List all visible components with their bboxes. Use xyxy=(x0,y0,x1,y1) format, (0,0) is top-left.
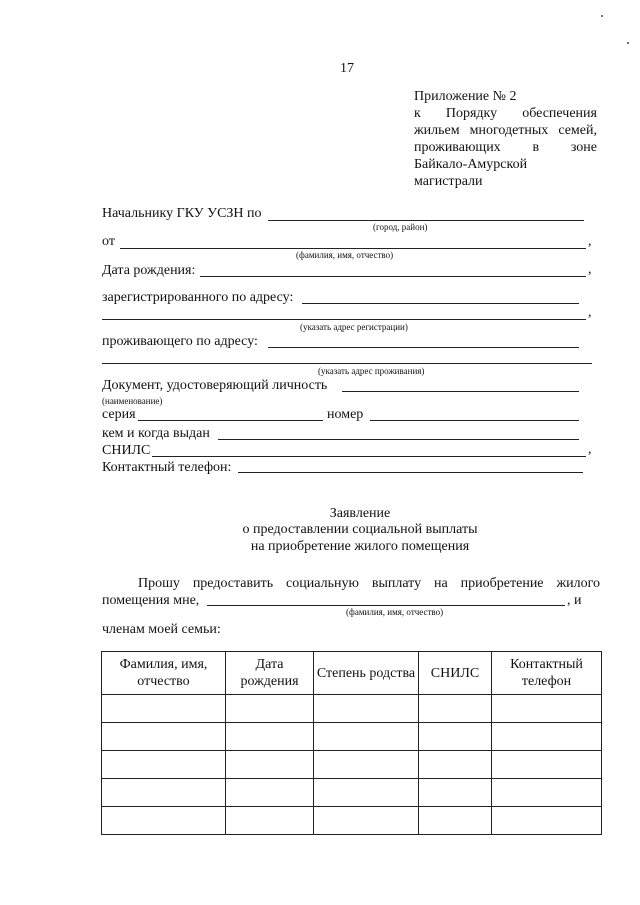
table-row xyxy=(102,751,602,779)
col-header-name: Фамилия, имя, отчество xyxy=(102,652,226,695)
col-header-relation: Степень родства xyxy=(314,652,419,695)
series-label: серия xyxy=(102,407,136,422)
statement-subtitle-1: о предоставлении социальной выплаты xyxy=(242,522,478,537)
table-cell[interactable] xyxy=(226,695,314,723)
appendix-word: в xyxy=(532,140,540,155)
appendix-line-4: Байкало-Амурской xyxy=(414,157,528,172)
table-cell[interactable] xyxy=(314,751,419,779)
scan-speck xyxy=(627,42,629,44)
appendix-word: к xyxy=(414,106,421,121)
from-label: от xyxy=(102,234,115,249)
request-line-2-end: , и xyxy=(567,593,582,608)
applicant-name-field[interactable] xyxy=(207,605,565,606)
table-cell[interactable] xyxy=(102,807,226,835)
col-header-snils: СНИЛС xyxy=(419,652,492,695)
table-row xyxy=(102,807,602,835)
doc-label: Документ, удостоверяющий личность xyxy=(102,378,328,393)
appendix-line-2 xyxy=(414,123,597,139)
doc-field[interactable] xyxy=(342,391,579,392)
to-field[interactable] xyxy=(268,220,584,221)
from-field[interactable] xyxy=(120,248,586,249)
table-cell[interactable] xyxy=(492,723,602,751)
table-cell[interactable] xyxy=(419,751,492,779)
request-line: Прошу предоставить социальную выплату на приобретение жилого xyxy=(138,576,600,591)
comma: , xyxy=(588,305,592,320)
table-cell[interactable] xyxy=(102,723,226,751)
family-label: членам моей семьи: xyxy=(102,622,221,637)
appendix-word: зоне xyxy=(570,140,597,155)
to-hint: (город, район) xyxy=(373,222,428,232)
page-number: 17 xyxy=(340,61,354,76)
table-cell[interactable] xyxy=(419,779,492,807)
table-cell[interactable] xyxy=(419,807,492,835)
table-cell[interactable] xyxy=(492,751,602,779)
table-cell[interactable] xyxy=(314,779,419,807)
reg-field[interactable] xyxy=(302,303,579,304)
number-field[interactable] xyxy=(370,420,579,421)
table-cell[interactable] xyxy=(419,695,492,723)
table-cell[interactable] xyxy=(314,807,419,835)
live-field-2[interactable] xyxy=(102,363,592,364)
birth-label: Дата рождения: xyxy=(102,263,196,278)
table-cell[interactable] xyxy=(226,751,314,779)
table-cell[interactable] xyxy=(492,807,602,835)
table-cell[interactable] xyxy=(314,695,419,723)
appendix-line-3 xyxy=(414,140,597,156)
snils-field[interactable] xyxy=(152,456,586,457)
statement-subtitle-2: на приобретение жилого помещения xyxy=(250,539,470,554)
from-hint: (фамилия, имя, отчество) xyxy=(296,250,394,260)
table-header-row xyxy=(102,652,602,695)
col-header-birthdate: Дата рождения xyxy=(226,652,314,695)
appendix-word: обеспечения xyxy=(522,106,597,121)
reg-label: зарегистрированного по адресу: xyxy=(102,290,294,305)
table-row xyxy=(102,779,602,807)
statement-title: Заявление xyxy=(329,506,391,521)
reg-hint: (указать адрес регистрации) xyxy=(300,322,408,332)
appendix-title: Приложение № 2 xyxy=(414,89,517,104)
to-label: Начальнику ГКУ УСЗН по xyxy=(102,206,262,221)
table-cell[interactable] xyxy=(492,779,602,807)
table-cell[interactable] xyxy=(226,723,314,751)
appendix-word: семей, xyxy=(558,123,597,138)
comma: , xyxy=(588,442,592,457)
phone-label: Контактный телефон: xyxy=(102,460,232,475)
snils-label: СНИЛС xyxy=(102,443,151,458)
table-row xyxy=(102,695,602,723)
table-cell[interactable] xyxy=(102,779,226,807)
table-cell[interactable] xyxy=(226,779,314,807)
live-hint: (указать адрес проживания) xyxy=(318,366,425,376)
appendix-line-5: магистрали xyxy=(414,174,483,189)
table-row xyxy=(102,723,602,751)
table-cell[interactable] xyxy=(102,751,226,779)
live-field[interactable] xyxy=(268,347,579,348)
appendix-word: жильем xyxy=(414,123,460,138)
request-line-2-start: помещения мне, xyxy=(102,593,200,608)
phone-field[interactable] xyxy=(238,472,583,473)
table-cell[interactable] xyxy=(102,695,226,723)
comma: , xyxy=(588,262,592,277)
comma: , xyxy=(588,234,592,249)
table-cell[interactable] xyxy=(419,723,492,751)
appendix-word: проживающих xyxy=(414,140,501,155)
birth-field[interactable] xyxy=(200,276,586,277)
scan-speck xyxy=(601,15,603,17)
series-field[interactable] xyxy=(138,420,323,421)
reg-field-2[interactable] xyxy=(102,319,586,320)
appendix-word: многодетных xyxy=(469,123,549,138)
name-hint: (фамилия, имя, отчество) xyxy=(346,607,444,617)
issued-label: кем и когда выдан xyxy=(102,426,210,441)
appendix-word: Порядку xyxy=(445,106,498,121)
table-cell[interactable] xyxy=(226,807,314,835)
table-cell[interactable] xyxy=(492,695,602,723)
live-label: проживающего по адресу: xyxy=(102,334,258,349)
table-cell[interactable] xyxy=(314,723,419,751)
number-label: номер xyxy=(327,407,364,422)
family-members-table xyxy=(101,651,602,835)
appendix-line-1 xyxy=(414,106,597,122)
issued-field[interactable] xyxy=(218,439,579,440)
col-header-phone: Контактный телефон xyxy=(492,652,602,695)
doc-hint: (наименование) xyxy=(102,396,163,406)
